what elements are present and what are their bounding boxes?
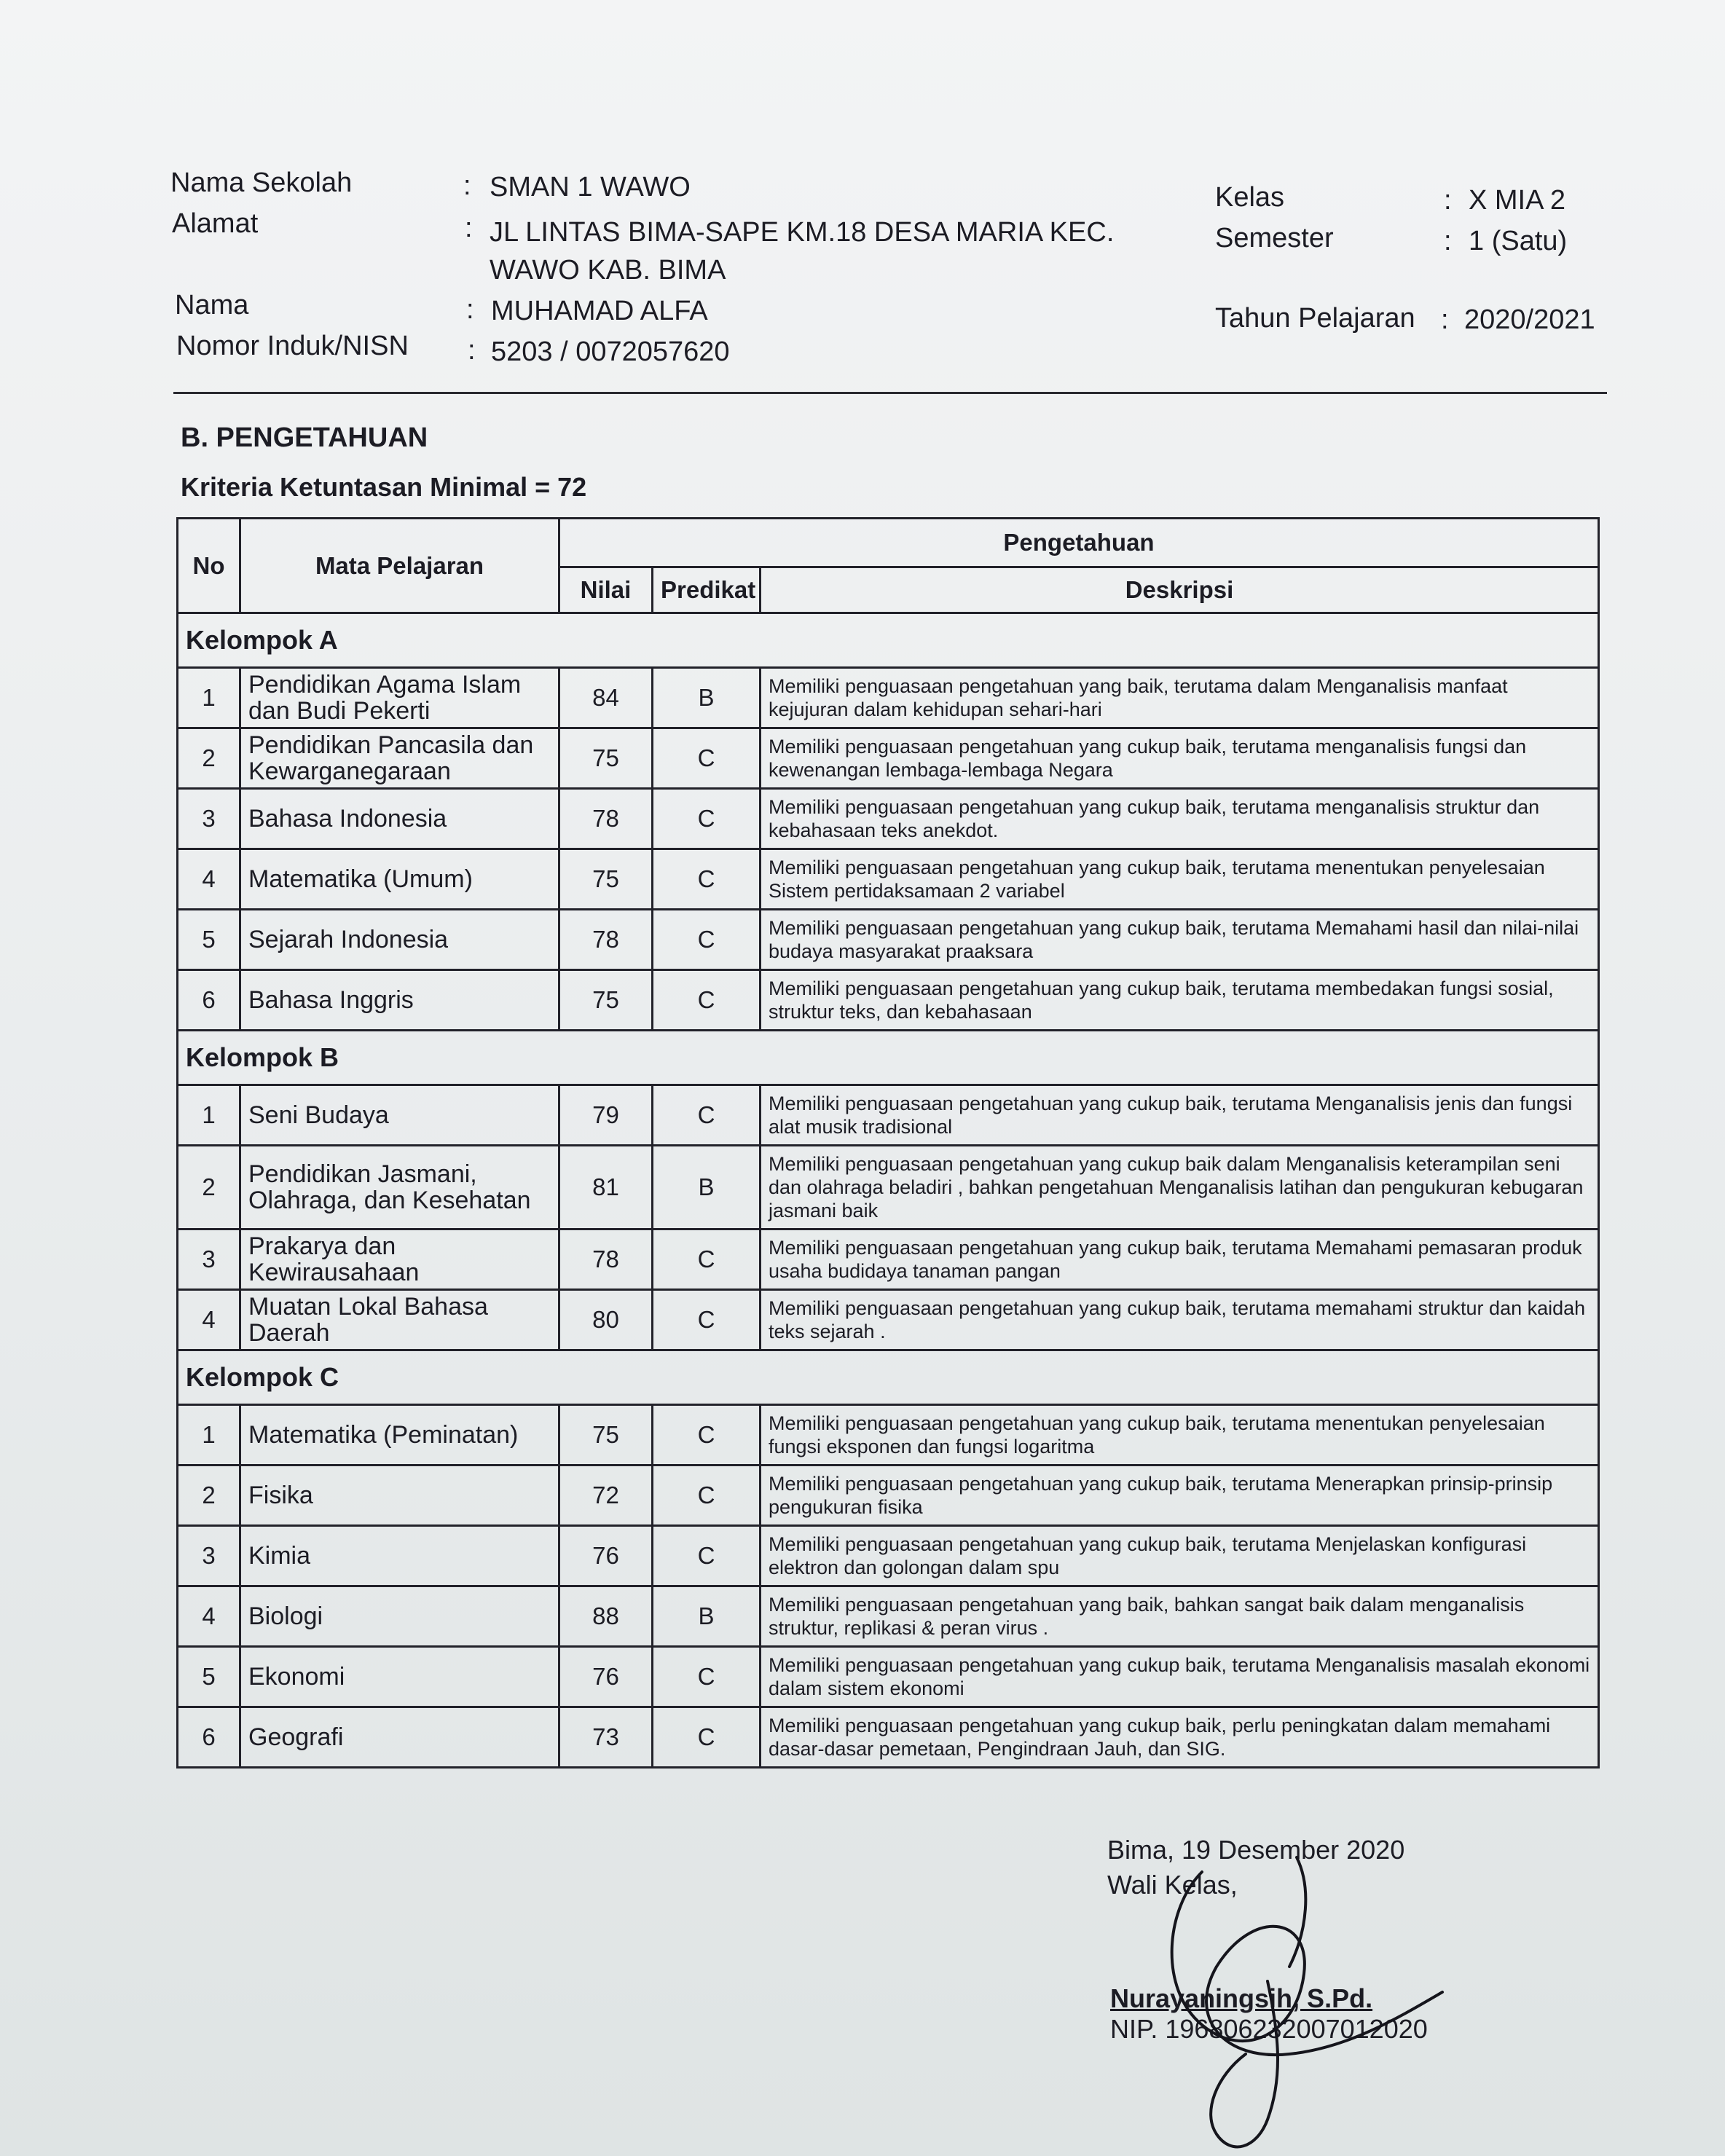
kkm-label: Kriteria Ketuntasan Minimal = (181, 472, 551, 502)
signature-mark-icon (1122, 1843, 1457, 2156)
kkm-value: 72 (557, 472, 587, 502)
predicate-value: C (653, 1465, 761, 1526)
predicate-value: C (653, 849, 761, 910)
description-text: Memiliki penguasaan pengetahuan yang baik, bahkan sangat baik dalam menganalisis struktur, replikasi & peran virus . (761, 1586, 1599, 1647)
predicate-value: C (653, 789, 761, 849)
header-subject: Mata Pelajaran (240, 519, 559, 613)
description-text: Memiliki penguasaan pengetahuan yang cukup baik, terutama Memahami hasil dan nilai-nilai budaya masyarakat praaksara (761, 910, 1599, 970)
description-text: Memiliki penguasaan pengetahuan yang cukup baik, terutama Memahami pemasaran produk usaha budidaya tanaman pangan (761, 1230, 1599, 1290)
description-text: Memiliki penguasaan pengetahuan yang cukup baik, terutama Menganalisis jenis dan fungsi alat musik tradisional (761, 1085, 1599, 1146)
row-number: 3 (178, 1526, 240, 1586)
nisn-value: 5203 / 0072057620 (491, 337, 730, 367)
predicate-value: C (653, 1085, 761, 1146)
subject-name: Kimia (240, 1526, 559, 1586)
score-value: 78 (559, 1230, 653, 1290)
subject-name: Matematika (Umum) (240, 849, 559, 910)
row-number: 2 (178, 1146, 240, 1230)
predicate-value: C (653, 1526, 761, 1586)
address-line-1: JL LINTAS BIMA-SAPE KM.18 DESA MARIA KEC. (490, 217, 1115, 248)
group-name: Kelompok B (178, 1031, 1599, 1085)
subject-name: Fisika (240, 1465, 559, 1526)
teacher-name: Nurayaningsih, S.Pd. (1110, 1983, 1373, 2013)
table-header-row (178, 519, 1599, 567)
table-row (178, 970, 1599, 1031)
header-divider (173, 392, 1607, 394)
predicate-value: C (653, 1290, 761, 1350)
score-value: 75 (559, 970, 653, 1031)
predicate-value: C (653, 1707, 761, 1768)
subject-name: Muatan Lokal Bahasa Daerah (240, 1290, 559, 1350)
subject-name: Pendidikan Jasmani, Olahraga, dan Kesehatan (240, 1146, 559, 1230)
subject-name: Biologi (240, 1586, 559, 1647)
subject-name: Pendidikan Pancasila dan Kewarganegaraan (240, 728, 559, 789)
table-row (178, 1526, 1599, 1586)
row-number: 5 (178, 1647, 240, 1707)
score-value: 81 (559, 1146, 653, 1230)
nisn-label: Nomor Induk/NISN (176, 331, 409, 361)
semester-label: Semester (1215, 223, 1334, 253)
score-value: 76 (559, 1647, 653, 1707)
section-title: B. PENGETAHUAN (181, 422, 428, 453)
description-text: Memiliki penguasaan pengetahuan yang cukup baik dalam Menganalisis keterampilan seni dan olahraga beladiri , bahkan pengetahuan Menganalisis latihan dan pengukuran kebugaran jasmani baik (761, 1146, 1599, 1230)
school-label: Nama Sekolah (170, 168, 353, 198)
score-value: 84 (559, 668, 653, 728)
table-row (178, 1647, 1599, 1707)
nisn-colon: : (468, 335, 476, 366)
score-value: 75 (559, 849, 653, 910)
name-label: Nama (175, 290, 249, 320)
table-row (178, 1230, 1599, 1290)
description-text: Memiliki penguasaan pengetahuan yang baik, terutama dalam Menganalisis manfaat kejujuran dalam kehidupan sehari-hari (761, 668, 1599, 728)
class-label: Kelas (1215, 182, 1285, 213)
score-value: 76 (559, 1526, 653, 1586)
header-no: No (178, 519, 240, 613)
score-value: 88 (559, 1586, 653, 1647)
table-row (178, 1465, 1599, 1526)
row-number: 4 (178, 1586, 240, 1647)
score-value: 78 (559, 910, 653, 970)
subject-name: Geografi (240, 1707, 559, 1768)
name-value: MUHAMAD ALFA (491, 296, 708, 326)
sign-role: Wali Kelas, (1107, 1870, 1238, 1900)
description-text: Memiliki penguasaan pengetahuan yang cukup baik, terutama memahami struktur dan kaidah teks sejarah . (761, 1290, 1599, 1350)
row-number: 2 (178, 1465, 240, 1526)
score-value: 75 (559, 1405, 653, 1465)
description-text: Memiliki penguasaan pengetahuan yang cukup baik, terutama menentukan penyelesaian fungsi eksponen dan fungsi logaritma (761, 1405, 1599, 1465)
subject-name: Pendidikan Agama Islam dan Budi Pekerti (240, 668, 559, 728)
group-row (178, 1350, 1599, 1405)
description-text: Memiliki penguasaan pengetahuan yang cukup baik, terutama Menerapkan prinsip-prinsip pengukuran fisika (761, 1465, 1599, 1526)
table-row (178, 1085, 1599, 1146)
score-value: 80 (559, 1290, 653, 1350)
subject-name: Seni Budaya (240, 1085, 559, 1146)
subject-name: Bahasa Indonesia (240, 789, 559, 849)
subject-name: Sejarah Indonesia (240, 910, 559, 970)
subject-name: Prakarya dan Kewirausahaan (240, 1230, 559, 1290)
table-row (178, 1586, 1599, 1647)
sign-place-date: Bima, 19 Desember 2020 (1107, 1835, 1405, 1865)
predicate-value: C (653, 1647, 761, 1707)
table-row (178, 1405, 1599, 1465)
group-name: Kelompok C (178, 1350, 1599, 1405)
group-name: Kelompok A (178, 613, 1599, 668)
description-text: Memiliki penguasaan pengetahuan yang cukup baik, terutama membedakan fungsi sosial, struktur teks, dan kebahasaan (761, 970, 1599, 1031)
year-label: Tahun Pelajaran (1215, 303, 1415, 334)
header-score: Nilai (559, 567, 653, 613)
description-text: Memiliki penguasaan pengetahuan yang cukup baik, terutama Menjelaskan konfigurasi elektron dan golongan dalam spu (761, 1526, 1599, 1586)
row-number: 1 (178, 668, 240, 728)
year-value: 2020/2021 (1464, 304, 1595, 335)
description-text: Memiliki penguasaan pengetahuan yang cukup baik, terutama menganalisis fungsi dan kewenangan lembaga-lembaga Negara (761, 728, 1599, 789)
row-number: 3 (178, 789, 240, 849)
address-colon: : (465, 213, 473, 243)
subject-name: Ekonomi (240, 1647, 559, 1707)
table-row (178, 728, 1599, 789)
name-colon: : (466, 294, 474, 325)
class-value: X MIA 2 (1469, 185, 1566, 216)
score-value: 79 (559, 1085, 653, 1146)
predicate-value: C (653, 728, 761, 789)
group-row (178, 613, 1599, 668)
score-value: 73 (559, 1707, 653, 1768)
score-value: 78 (559, 789, 653, 849)
address-line-2: WAWO KAB. BIMA (490, 255, 726, 286)
row-number: 1 (178, 1405, 240, 1465)
semester-value: 1 (Satu) (1469, 226, 1568, 256)
table-row (178, 1707, 1599, 1768)
class-colon: : (1444, 185, 1452, 216)
header-description: Deskripsi (761, 567, 1599, 613)
subject-name: Bahasa Inggris (240, 970, 559, 1031)
predicate-value: B (653, 668, 761, 728)
description-text: Memiliki penguasaan pengetahuan yang cukup baik, terutama menentukan penyelesaian Sistem pertidaksamaan 2 variabel (761, 849, 1599, 910)
table-row (178, 1146, 1599, 1230)
row-number: 3 (178, 1230, 240, 1290)
predicate-value: C (653, 970, 761, 1031)
table-row (178, 849, 1599, 910)
description-text: Memiliki penguasaan pengetahuan yang cukup baik, perlu peningkatan dalam memahami dasar-dasar pemetaan, Pengindraan Jauh, dan SIG. (761, 1707, 1599, 1768)
description-text: Memiliki penguasaan pengetahuan yang cukup baik, terutama Menganalisis masalah ekonomi dalam sistem ekonomi (761, 1647, 1599, 1707)
table-row (178, 789, 1599, 849)
row-number: 1 (178, 1085, 240, 1146)
predicate-value: C (653, 1405, 761, 1465)
school-value: SMAN 1 WAWO (490, 172, 691, 202)
table-row (178, 910, 1599, 970)
header-knowledge: Pengetahuan (559, 519, 1599, 567)
row-number: 6 (178, 1707, 240, 1768)
teacher-nip: NIP. 196806232007012020 (1110, 2014, 1428, 2044)
subject-name: Matematika (Peminatan) (240, 1405, 559, 1465)
school-colon: : (463, 170, 471, 201)
table-row (178, 668, 1599, 728)
grades-table (176, 517, 1600, 1769)
predicate-value: C (653, 910, 761, 970)
header-predicate: Predikat (653, 567, 761, 613)
row-number: 5 (178, 910, 240, 970)
row-number: 4 (178, 849, 240, 910)
address-label: Alamat (172, 208, 259, 239)
description-text: Memiliki penguasaan pengetahuan yang cukup baik, terutama menganalisis struktur dan kebahasaan teks anekdot. (761, 789, 1599, 849)
row-number: 6 (178, 970, 240, 1031)
year-colon: : (1441, 304, 1449, 335)
row-number: 2 (178, 728, 240, 789)
row-number: 4 (178, 1290, 240, 1350)
predicate-value: B (653, 1586, 761, 1647)
semester-colon: : (1444, 226, 1452, 256)
score-value: 72 (559, 1465, 653, 1526)
predicate-value: B (653, 1146, 761, 1230)
group-row (178, 1031, 1599, 1085)
grades-table-body (178, 519, 1599, 1768)
score-value: 75 (559, 728, 653, 789)
predicate-value: C (653, 1230, 761, 1290)
kkm-line (181, 472, 586, 503)
table-row (178, 1290, 1599, 1350)
